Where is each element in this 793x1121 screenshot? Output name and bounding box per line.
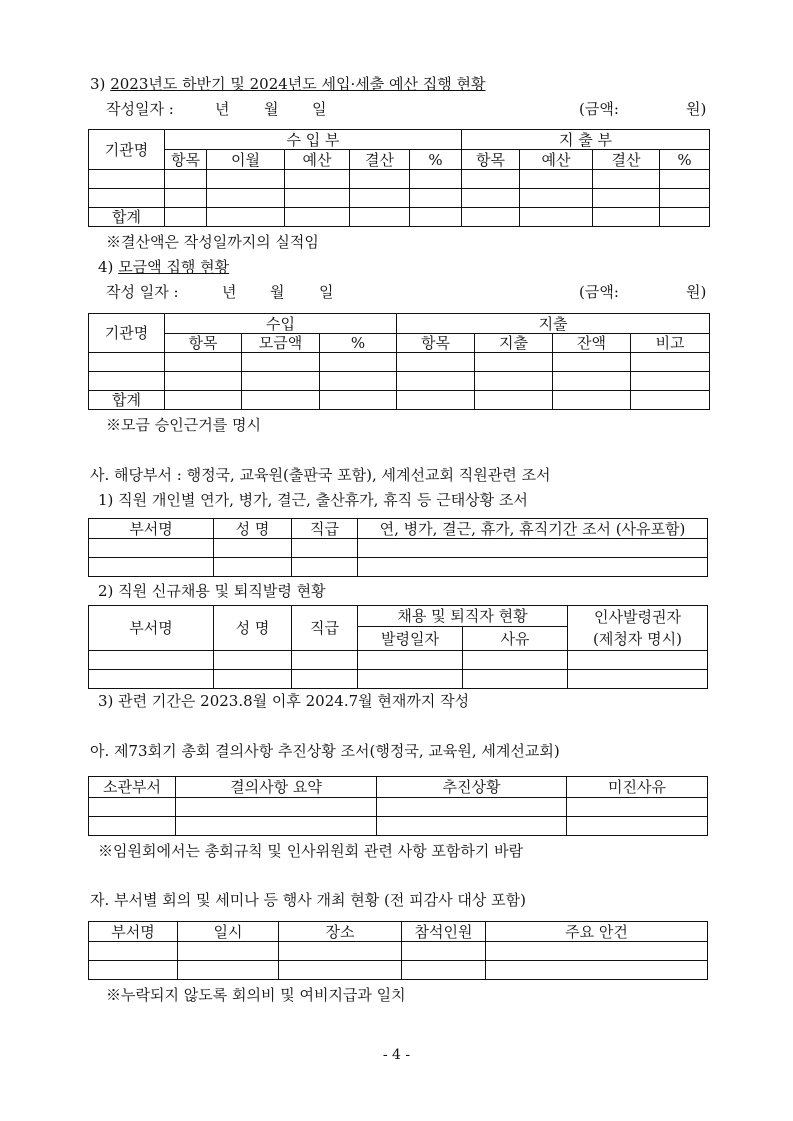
col-dept: 소관부서	[89, 777, 176, 798]
col-datetime: 일시	[178, 922, 279, 942]
col-org: 기관명	[89, 314, 165, 353]
section-3-amount-label: (금액:	[579, 100, 619, 118]
section-sa-sub3: 3) 관련 기간은 2023.8월 이후 2024.7월 현재까지 작성	[98, 692, 470, 710]
col-income-percent: %	[410, 150, 462, 170]
section-4-note: ※모금 승인근거를 명시	[106, 416, 261, 434]
authority-line-2: (제청자 명시)	[593, 630, 682, 648]
total-label: 합계	[89, 208, 165, 227]
section-4-number: 4)	[98, 258, 114, 276]
section-sa-sub1: 1) 직원 개인별 연가, 병가, 결근, 출산휴가, 휴직 등 근태상황 조서	[98, 491, 528, 509]
table-row	[89, 558, 708, 577]
table-row	[89, 942, 708, 961]
total-row	[89, 208, 710, 227]
table-row	[89, 539, 708, 558]
section-ja-note: ※누락되지 않도록 회의비 및 여비지급과 일치	[106, 986, 406, 1004]
total-label: 합계	[89, 391, 165, 410]
section-4-title: 모금액 집행 현황	[118, 258, 230, 276]
section-3-month: 월	[264, 100, 279, 118]
col-income-percent: %	[320, 334, 397, 353]
section-sa-heading: 사. 해당부서 : 행정국, 교육원(출판국 포함), 세계선교회 직원관련 조서	[90, 466, 551, 484]
col-income-item: 항목	[165, 150, 207, 170]
events-table	[88, 921, 708, 980]
col-remarks: 비고	[631, 334, 710, 353]
col-income: 수 입 부	[165, 130, 462, 150]
section-ja-heading: 자. 부서별 회의 및 세미나 등 행사 개최 현황 (전 피감사 대상 포함)	[90, 891, 526, 909]
table-row	[89, 670, 708, 689]
col-income-settlement: 결산	[350, 150, 410, 170]
section-3-title: 2023년도 하반기 및 2024년도 세입·세출 예산 집행 현황	[110, 75, 486, 93]
col-expense: 지출	[397, 314, 710, 334]
section-4-amount-label: (금액:	[579, 283, 619, 301]
col-income-budget: 예산	[285, 150, 350, 170]
table-row	[89, 651, 708, 670]
col-dept: 부서명	[89, 606, 214, 651]
col-rank: 직급	[292, 519, 358, 539]
col-delay-reason: 미진사유	[567, 777, 708, 798]
section-ah-heading: 아. 제73회기 총회 결의사항 추진상황 조서(행정국, 교육원, 세계선교회)	[90, 742, 560, 760]
col-agenda: 주요 안건	[486, 922, 708, 942]
section-4-heading	[98, 258, 229, 276]
col-issue-date: 발령일자	[358, 627, 463, 651]
section-4-day: 일	[319, 283, 334, 301]
section-3-heading	[90, 75, 486, 93]
col-expense-item: 항목	[397, 334, 475, 353]
section-3-note: ※결산액은 작성일까지의 실적임	[106, 233, 319, 251]
page-number: - 4 -	[382, 1047, 411, 1063]
table-row	[89, 817, 708, 836]
section-4-year: 년	[222, 283, 237, 301]
table-row	[89, 353, 710, 372]
col-expense-percent: %	[660, 150, 710, 170]
col-attendees: 참석인원	[402, 922, 486, 942]
col-name: 성 명	[214, 519, 292, 539]
col-income-carryover: 이월	[207, 150, 285, 170]
col-balance: 잔액	[553, 334, 631, 353]
table-row	[89, 798, 708, 817]
resolution-progress-table	[88, 776, 708, 836]
col-authority	[568, 606, 708, 651]
section-sa-sub2: 2) 직원 신규채용 및 퇴직발령 현황	[98, 582, 326, 600]
col-dept: 부서명	[89, 922, 178, 942]
hiring-retirement-table	[88, 605, 708, 689]
col-dept: 부서명	[89, 519, 214, 539]
attendance-table	[88, 518, 708, 577]
col-expense: 지 출 부	[462, 130, 710, 150]
section-3-year: 년	[215, 100, 230, 118]
col-income-item: 항목	[165, 334, 242, 353]
col-reason: 사유	[463, 627, 568, 651]
section-4-month: 월	[270, 283, 285, 301]
table-row	[89, 961, 708, 980]
section-3-date-label: 작성일자 :	[106, 100, 174, 118]
section-3-amount-unit: 원)	[686, 100, 707, 118]
table-row	[89, 170, 710, 189]
table-row	[89, 372, 710, 391]
col-fund-amount: 모금액	[242, 334, 320, 353]
col-org: 기관명	[89, 130, 165, 170]
section-4-date-label: 작성 일자 :	[106, 283, 179, 301]
fundraising-execution-table	[88, 313, 710, 410]
budget-execution-table	[88, 129, 710, 227]
col-expense-amount: 지출	[475, 334, 553, 353]
col-expense-item: 항목	[462, 150, 520, 170]
col-place: 장소	[279, 922, 402, 942]
section-4-amount-unit: 원)	[686, 283, 707, 301]
col-leave-details: 연, 병가, 결근, 휴가, 휴직기간 조서 (사유포함)	[358, 519, 708, 539]
total-row	[89, 391, 710, 410]
section-3-day: 일	[312, 100, 327, 118]
col-expense-settlement: 결산	[593, 150, 660, 170]
table-row	[89, 189, 710, 208]
col-resolution-summary: 결의사항 요약	[176, 777, 377, 798]
col-name: 성 명	[214, 606, 292, 651]
section-ah-note: ※임원회에서는 총회규칙 및 인사위원회 관련 사항 포함하기 바람	[98, 842, 524, 860]
col-expense-budget: 예산	[520, 150, 593, 170]
col-status: 채용 및 퇴직자 현황	[358, 606, 568, 627]
col-income: 수입	[165, 314, 397, 334]
col-progress: 추진상황	[377, 777, 567, 798]
section-3-number: 3)	[90, 75, 106, 93]
col-rank: 직급	[292, 606, 358, 651]
authority-line-1: 인사발령권자	[594, 608, 681, 626]
